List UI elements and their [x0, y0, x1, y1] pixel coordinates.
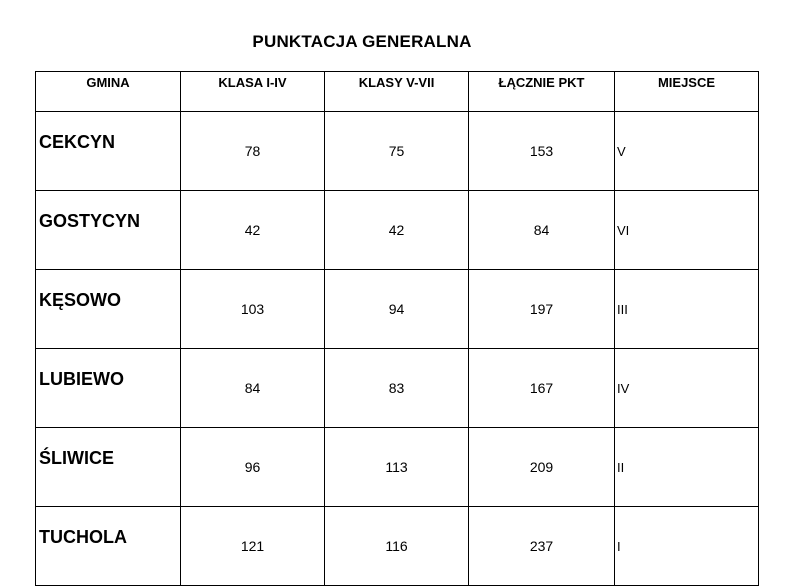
cell-miejsce: I: [615, 507, 759, 586]
page-title: PUNKTACJA GENERALNA: [252, 32, 472, 51]
table-row: [36, 428, 759, 507]
cell-klasy-5-7: 94: [325, 270, 469, 349]
cell-klasa-1-4: 103: [181, 270, 325, 349]
table-row: [36, 112, 759, 191]
cell-gmina: CEKCYN: [36, 112, 181, 191]
cell-klasy-5-7: 42: [325, 191, 469, 270]
cell-miejsce: VI: [615, 191, 759, 270]
header-row: [36, 72, 759, 112]
cell-klasy-5-7: 113: [325, 428, 469, 507]
header-klasy-5-7: KLASY V-VII: [325, 72, 469, 112]
cell-miejsce: II: [615, 428, 759, 507]
cell-gmina: KĘSOWO: [36, 270, 181, 349]
cell-gmina: ŚLIWICE: [36, 428, 181, 507]
cell-klasa-1-4: 84: [181, 349, 325, 428]
header-lacznie: ŁĄCZNIE PKT: [469, 72, 615, 112]
table-row: [36, 349, 759, 428]
table-row: [36, 507, 759, 586]
cell-miejsce: V: [615, 112, 759, 191]
cell-klasa-1-4: 96: [181, 428, 325, 507]
cell-klasa-1-4: 121: [181, 507, 325, 586]
cell-miejsce: III: [615, 270, 759, 349]
header-klasa-1-4: KLASA I-IV: [181, 72, 325, 112]
header-gmina: GMINA: [36, 72, 181, 112]
table-row: [36, 191, 759, 270]
cell-klasy-5-7: 116: [325, 507, 469, 586]
cell-lacznie: 153: [469, 112, 615, 191]
cell-gmina: TUCHOLA: [36, 507, 181, 586]
cell-klasa-1-4: 42: [181, 191, 325, 270]
cell-klasy-5-7: 83: [325, 349, 469, 428]
cell-lacznie: 84: [469, 191, 615, 270]
score-table: [35, 71, 759, 586]
cell-klasa-1-4: 78: [181, 112, 325, 191]
cell-lacznie: 197: [469, 270, 615, 349]
cell-lacznie: 237: [469, 507, 615, 586]
cell-miejsce: IV: [615, 349, 759, 428]
cell-lacznie: 167: [469, 349, 615, 428]
cell-lacznie: 209: [469, 428, 615, 507]
cell-klasy-5-7: 75: [325, 112, 469, 191]
cell-gmina: GOSTYCYN: [36, 191, 181, 270]
header-miejsce: MIEJSCE: [615, 72, 759, 112]
cell-gmina: LUBIEWO: [36, 349, 181, 428]
table-row: [36, 270, 759, 349]
